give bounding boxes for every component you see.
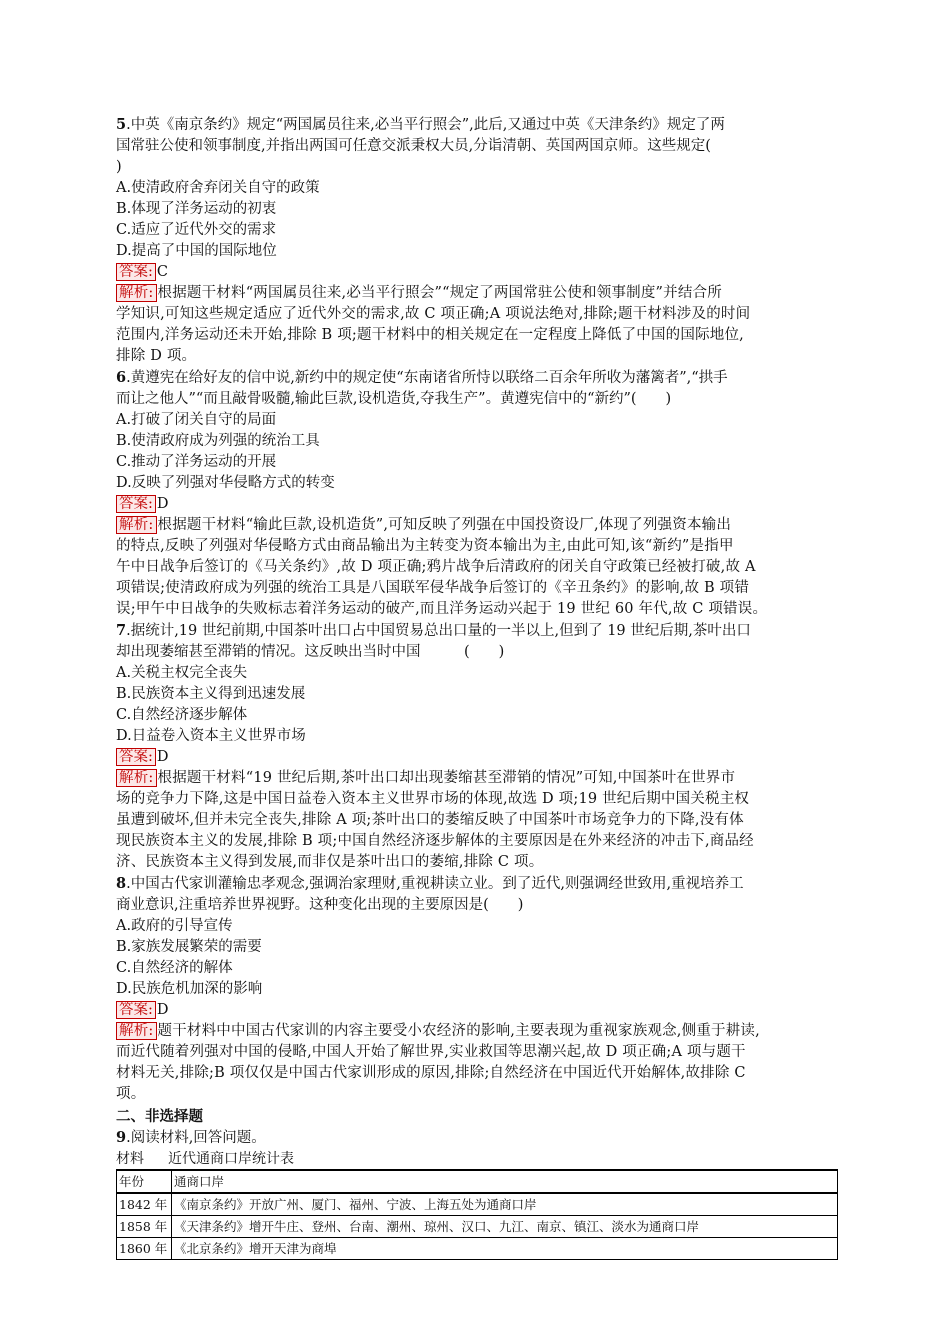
- answer-tag: 答案:: [116, 263, 156, 281]
- option-b: B.家族发展繁荣的需要: [116, 939, 262, 955]
- question-stem: 却出现萎缩甚至滞销的情况。这反映出当时中国 ( ): [116, 644, 505, 660]
- option-c: C.适应了近代外交的需求: [116, 222, 277, 238]
- answer-value: D: [156, 1002, 169, 1018]
- treaty-port-table: [116, 1169, 838, 1260]
- question-stem: 6.黄遵宪在给好友的信中说,新约中的规定使“东南诸省所恃以联络二百余年所收为藩篱者”,“拱手: [116, 369, 728, 386]
- answer-value: D: [156, 496, 169, 512]
- explanation-tag: 解析:: [116, 516, 157, 534]
- question-stem: 商业意识,注重培养世界视野。这种变化出现的主要原因是( ): [116, 897, 524, 913]
- option-d: D.提高了中国的国际地位: [116, 243, 277, 259]
- option-d: D.日益卷入资本主义世界市场: [116, 728, 306, 744]
- option-a: A.打破了闭关自守的局面: [116, 412, 277, 428]
- answer-tag: 答案:: [116, 1001, 156, 1019]
- question-stem: 而让之他人”“而且敲骨吸髓,输此巨款,设机造货,夺我生产”。黄遵宪信中的“新约”( ): [116, 391, 672, 407]
- table-caption: 材料 近代通商口岸统计表: [116, 1151, 294, 1167]
- option-b: B.使清政府成为列强的统治工具: [116, 433, 320, 449]
- question-stem: ): [116, 159, 122, 175]
- cell-year: 1858 年: [117, 1216, 172, 1238]
- table-row: [117, 1193, 838, 1216]
- header-ports: 通商口岸: [172, 1170, 838, 1193]
- cell-ports: 《北京条约》增开天津为商埠: [172, 1238, 838, 1260]
- answer-tag: 答案:: [116, 495, 156, 513]
- explanation: 解析: 题干材料中中国古代家训的内容主要受小农经济的影响,主要表现为重视家族观念,侧重于耕读, 而近代随着列强对中国的侵略,中国人开始了解世界,实业救国等思潮兴起,故 D 项正确;A 项与题干 材料无关,排除;B 项仅仅是中国古代家训形成的原因,排除;自然经济在中国近代开始解体,故排除 C 项。: [116, 1023, 760, 1102]
- answer-line: [116, 1000, 838, 1021]
- question-6: [116, 367, 838, 620]
- explanation: 解析: 根据题干材料“19 世纪后期,茶叶出口却出现萎缩甚至滞销的情况”可知,中国茶叶在世界市 场的竞争力下降,这是中国日益卷入资本主义世界市场的体现,故选 D 项;19 世纪后期中国关税主权 虽遭到破坏,但并未完全丧失,排除 A 项;茶叶出口的萎缩反映了中国茶叶市场竞争力的下降,没有体 现民族资本主义的发展,排除 B 项;中国自然经济逐步解体的主要原因是在外来经济的冲击下,商品经 济、民族资本主义得到发展,而非仅是茶叶出口的萎缩,排除 C 项。: [116, 770, 754, 870]
- explanation-tag: 解析:: [116, 769, 157, 787]
- option-c: C.自然经济的解体: [116, 960, 233, 976]
- question-5: [116, 114, 838, 367]
- document-page: [116, 114, 838, 1260]
- cell-ports: 《南京条约》开放广州、厦门、福州、宁波、上海五处为通商口岸: [172, 1193, 838, 1216]
- option-a: A.使清政府舍弃闭关自守的政策: [116, 180, 320, 196]
- option-d: D.民族危机加深的影响: [116, 981, 263, 997]
- answer-line: [116, 262, 838, 283]
- table-row: [117, 1216, 838, 1238]
- question-number: 7: [116, 622, 127, 639]
- question-stem: 7.据统计,19 世纪前期,中国茶叶出口占中国贸易总出口量的一半以上,但到了 19 世纪后期,茶叶出口: [116, 622, 751, 639]
- question-9: 9.阅读材料,回答问题。: [116, 1129, 266, 1146]
- answer-value: D: [156, 749, 169, 765]
- question-number: 9: [116, 1129, 127, 1146]
- answer-value: C: [156, 264, 168, 280]
- option-b: B.体现了洋务运动的初衷: [116, 201, 277, 217]
- section-title: 二、非选择题: [116, 1108, 203, 1125]
- explanation-tag: 解析:: [116, 284, 157, 302]
- option-d: D.反映了列强对华侵略方式的转变: [116, 475, 335, 491]
- question-number: 6: [116, 369, 127, 386]
- explanation-tag: 解析:: [116, 1022, 157, 1040]
- answer-line: [116, 494, 838, 515]
- table-header-row: [117, 1170, 838, 1193]
- question-7: [116, 620, 838, 873]
- question-8: [116, 873, 838, 1105]
- option-c: C.推动了洋务运动的开展: [116, 454, 277, 470]
- question-number: 5: [116, 116, 127, 133]
- cell-year: 1860 年: [117, 1238, 172, 1260]
- question-stem: 8.中国古代家训灌输忠孝观念,强调治家理财,重视耕读立业。到了近代,则强调经世致用,重视培养工: [116, 875, 744, 892]
- cell-year: 1842 年: [117, 1193, 172, 1216]
- header-year: 年份: [117, 1170, 172, 1193]
- explanation: 解析: 根据题干材料“输此巨款,设机造货”,可知反映了列强在中国投资设厂,体现了列强资本输出 的特点,反映了列强对华侵略方式由商品输出为主转变为资本输出为主,由此可知,该“新约”是指甲 午中日战争后签订的《马关条约》,故 D 项正确;鸦片战争后清政府的闭关自守政策已经被打破,故 A 项错误;使清政府成为列强的统治工具是八国联军侵华战争后签订的《辛丑条约》的影响,故 B 项错 误;甲午中日战争的失败标志着洋务运动的破产,而且洋务运动兴起于 19 世纪 60 年代,故 C 项错误。: [116, 517, 768, 617]
- table-row: [117, 1238, 838, 1260]
- option-a: A.关税主权完全丧失: [116, 665, 248, 681]
- explanation: 解析: 根据题干材料“两国属员往来,必当平行照会”“规定了两国常驻公使和领事制度”并结合所 学知识,可知这些规定适应了近代外交的需求,故 C 项正确;A 项说法绝对,排除;题干材料涉及的时间 范围内,洋务运动还未开始,排除 B 项;题干材料中的相关规定在一定程度上降低了中国的国际地位, 排除 D 项。: [116, 285, 751, 364]
- option-b: B.民族资本主义得到迅速发展: [116, 686, 306, 702]
- option-a: A.政府的引导宣传: [116, 918, 233, 934]
- cell-ports: 《天津条约》增开牛庄、登州、台南、潮州、琼州、汉口、九江、南京、镇江、淡水为通商口岸: [172, 1216, 838, 1238]
- option-c: C.自然经济逐步解体: [116, 707, 248, 723]
- answer-line: [116, 747, 838, 768]
- question-number: 8: [116, 875, 127, 892]
- answer-tag: 答案:: [116, 748, 156, 766]
- question-stem: 5.中英《南京条约》规定“两国属员往来,必当平行照会”,此后,又通过中英《天津条约》规定了两: [116, 116, 725, 133]
- question-stem: 国常驻公使和领事制度,并指出两国可任意交派秉权大员,分诣清朝、英国两国京师。这些规定(: [116, 138, 711, 154]
